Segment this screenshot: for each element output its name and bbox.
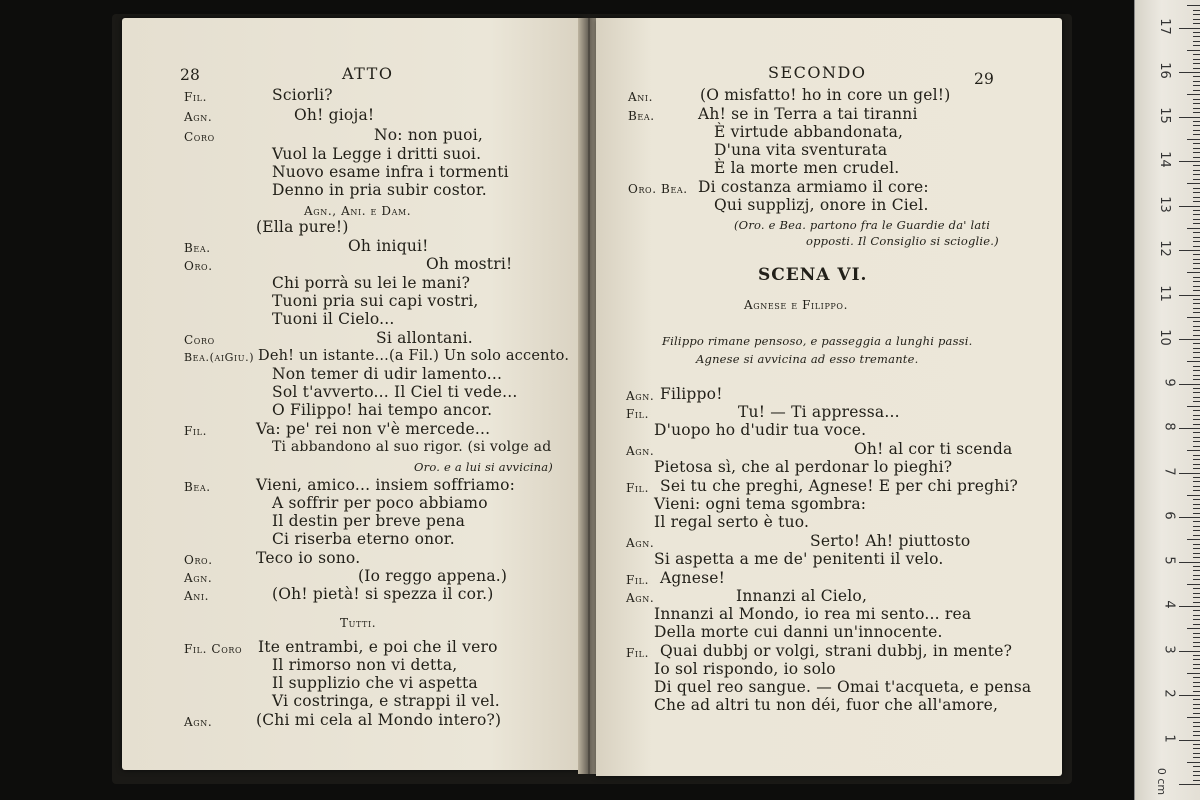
ruler-tick — [1193, 10, 1200, 11]
ruler-number: 6 — [1161, 511, 1177, 520]
ruler-tick — [1193, 655, 1200, 656]
ruler-tick — [1193, 32, 1200, 33]
speaker: Agn. — [626, 591, 655, 605]
ruler-tick — [1193, 85, 1200, 86]
ruler-tick — [1193, 23, 1200, 24]
verse-line: Vuol la Legge i dritti suoi. — [272, 145, 482, 163]
ruler-tick — [1187, 673, 1200, 674]
verse-line: Non temer di udir lamento... — [272, 365, 503, 383]
verse-line: Tuoni il Cielo... — [272, 310, 395, 328]
verse-line: Tuoni pria sui capi vostri, — [272, 292, 479, 310]
ruler-tick — [1187, 94, 1200, 95]
ruler-tick — [1193, 357, 1200, 358]
verse-line: Ah! se in Terra a tai tiranni — [698, 105, 918, 123]
ruler-tick — [1193, 348, 1200, 349]
ruler-tick — [1193, 441, 1200, 442]
speaker: Fil. — [184, 424, 208, 438]
ruler-number: 3 — [1161, 645, 1177, 654]
verse-line: Io sol rispondo, io solo — [654, 660, 836, 678]
ruler-tick — [1193, 570, 1200, 571]
verse-line: Il destin per breve pena — [272, 512, 466, 530]
ruler-tick — [1193, 36, 1200, 37]
verse-line: Sciorli? — [272, 86, 333, 104]
speaker: Bea.(aiGiu.) — [184, 351, 255, 364]
measurement-ruler — [1134, 0, 1200, 800]
ruler-tick — [1193, 642, 1200, 643]
ruler-tick — [1193, 704, 1200, 705]
ruler-tick — [1187, 762, 1200, 763]
ruler-tick — [1193, 41, 1200, 42]
verse-line: Vieni: ogni tema sgombra: — [654, 495, 867, 513]
ruler-tick — [1193, 415, 1200, 416]
ruler-tick — [1187, 317, 1200, 318]
ruler-tick — [1193, 477, 1200, 478]
ruler-tick — [1193, 521, 1200, 522]
ruler-tick — [1179, 28, 1200, 29]
ruler-tick — [1193, 45, 1200, 46]
verse-line: Agnese! — [660, 569, 726, 587]
verse-line: A soffrir per poco abbiamo — [272, 494, 488, 512]
ruler-tick — [1193, 588, 1200, 589]
ruler-tick — [1193, 691, 1200, 692]
ruler-tick — [1193, 624, 1200, 625]
ruler-tick — [1193, 130, 1200, 131]
verse-line: (O misfatto! ho in core un gel!) — [700, 86, 951, 104]
ruler-number: 8 — [1161, 422, 1177, 431]
ruler-tick — [1193, 726, 1200, 727]
ruler-tick — [1187, 717, 1200, 718]
ruler-number: 14 — [1157, 151, 1173, 168]
ruler-tick — [1187, 50, 1200, 51]
ruler-tick — [1193, 513, 1200, 514]
speaker-group: Agn., Ani. e Dam. — [304, 204, 412, 218]
ruler-tick — [1193, 312, 1200, 313]
speaker: Coro — [184, 333, 215, 347]
speaker: Ani. — [184, 589, 210, 603]
ruler-tick — [1193, 254, 1200, 255]
stage-direction: (Oro. e Bea. partono fra le Guardie da' lati — [734, 218, 991, 232]
ruler-tick — [1193, 263, 1200, 264]
running-head-left: ATTO — [342, 64, 394, 83]
verse-line: Oh! al cor ti scenda — [854, 440, 1013, 458]
ruler-tick — [1187, 628, 1200, 629]
speaker: Bea. — [628, 109, 655, 123]
verse-line: Qui supplizj, onore in Ciel. — [714, 196, 929, 214]
ruler-tick — [1187, 361, 1200, 362]
ruler-tick — [1193, 210, 1200, 211]
ruler-tick — [1179, 562, 1200, 563]
ruler-tick — [1193, 504, 1200, 505]
ruler-tick — [1179, 517, 1200, 518]
verse-line: Oh! gioja! — [294, 106, 375, 124]
ruler-tick — [1193, 748, 1200, 749]
ruler-tick — [1193, 597, 1200, 598]
speaker: Oro. — [184, 553, 213, 567]
verse-line: Della morte cui danni un'innocente. — [654, 623, 943, 641]
speaker: Bea. — [184, 241, 211, 255]
ruler-tick — [1193, 397, 1200, 398]
ruler-tick — [1193, 134, 1200, 135]
ruler-tick — [1193, 54, 1200, 55]
ruler-tick — [1193, 499, 1200, 500]
stage-direction: Filippo rimane pensoso, e passeggia a lunghi passi. — [662, 334, 973, 348]
verse-line: D'uopo ho d'udir tua voce. — [654, 421, 867, 439]
speaker: Fil. — [626, 481, 650, 495]
ruler-tick — [1193, 152, 1200, 153]
ruler-tick — [1179, 784, 1200, 785]
verse-line: Vieni, amico... insiem soffriamo: — [256, 476, 516, 494]
ruler-tick — [1193, 232, 1200, 233]
stage-direction: Oro. e a lui si avvicina) — [414, 460, 553, 474]
verse-line: Filippo! — [660, 385, 723, 403]
ruler-number: 15 — [1157, 107, 1173, 124]
ruler-tick — [1193, 290, 1200, 291]
ruler-tick — [1193, 446, 1200, 447]
ruler-tick — [1179, 740, 1200, 741]
ruler-tick — [1193, 401, 1200, 402]
ruler-tick — [1193, 259, 1200, 260]
ruler-tick — [1193, 548, 1200, 549]
ruler-tick — [1193, 219, 1200, 220]
speaker: Oro. — [184, 259, 213, 273]
verse-line: Chi porrà su lei le mani? — [272, 274, 471, 292]
ruler-tick — [1193, 303, 1200, 304]
ruler-tick — [1187, 228, 1200, 229]
ruler-tick — [1193, 121, 1200, 122]
verse-line: Oh mostri! — [426, 255, 513, 273]
verse-line: Tu! — Ti appressa... — [738, 403, 900, 421]
ruler-tick — [1179, 473, 1200, 474]
speaker: Fil. — [184, 90, 208, 104]
characters-heading: Agnese e Filippo. — [744, 298, 848, 312]
verse-line: Ti abbandono al suo rigor. (si volge ad — [272, 439, 552, 455]
speaker: Fil. — [626, 573, 650, 587]
verse-line: Il rimorso non vi detta, — [272, 656, 458, 674]
speaker: Coro — [184, 130, 215, 144]
ruler-tick — [1193, 544, 1200, 545]
ruler-tick — [1193, 179, 1200, 180]
ruler-tick — [1193, 735, 1200, 736]
ruler-tick — [1193, 459, 1200, 460]
ruler-tick — [1193, 335, 1200, 336]
ruler-tick — [1179, 250, 1200, 251]
verse-line: (Chi mi cela al Mondo intero?) — [256, 711, 502, 729]
ruler-tick — [1193, 775, 1200, 776]
ruler-tick — [1179, 606, 1200, 607]
ruler-tick — [1179, 206, 1200, 207]
ruler-tick — [1193, 148, 1200, 149]
ruler-tick — [1193, 530, 1200, 531]
speaker: Agn. — [184, 571, 213, 585]
verse-line: Oh iniqui! — [348, 237, 429, 255]
ruler-tick — [1193, 370, 1200, 371]
ruler-tick — [1193, 464, 1200, 465]
left-page — [122, 18, 582, 770]
ruler-tick — [1193, 366, 1200, 367]
speaker: Agn. — [184, 715, 213, 729]
ruler-tick — [1193, 188, 1200, 189]
ruler-tick — [1187, 406, 1200, 407]
ruler-number: 10 — [1157, 329, 1173, 346]
ruler-tick — [1193, 108, 1200, 109]
ruler-tick — [1193, 610, 1200, 611]
ruler-number: 16 — [1157, 62, 1173, 79]
ruler-tick — [1193, 602, 1200, 603]
verse-line: No: non puoi, — [374, 126, 483, 144]
verse-line: Il regal serto è tuo. — [654, 513, 810, 531]
ruler-tick — [1179, 428, 1200, 429]
ruler-tick — [1193, 392, 1200, 393]
verse-line: Serto! Ah! piuttosto — [810, 532, 971, 550]
ruler-tick — [1193, 197, 1200, 198]
ruler-unit-label: 0 cm — [1154, 767, 1168, 796]
ruler-tick — [1193, 308, 1200, 309]
ruler-tick — [1193, 637, 1200, 638]
verse-line: Teco io sono. — [256, 549, 361, 567]
ruler-tick — [1193, 424, 1200, 425]
speaker: Fil. Coro — [184, 642, 243, 656]
ruler-number: 7 — [1161, 467, 1177, 476]
verse-line: Quai dubbj or volgi, strani dubbj, in mente? — [660, 642, 1013, 660]
ruler-tick — [1179, 117, 1200, 118]
ruler-tick — [1193, 286, 1200, 287]
scene-heading: SCENA VI. — [758, 265, 868, 285]
page-number-left: 28 — [180, 66, 201, 84]
ruler-tick — [1193, 780, 1200, 781]
ruler-tick — [1193, 455, 1200, 456]
ruler-tick — [1193, 566, 1200, 567]
ruler-tick — [1187, 495, 1200, 496]
ruler-tick — [1193, 419, 1200, 420]
ruler-tick — [1193, 76, 1200, 77]
tutti-heading: Tutti. — [340, 616, 377, 630]
ruler-tick — [1193, 677, 1200, 678]
ruler-tick — [1193, 432, 1200, 433]
speaker: Agn. — [184, 110, 213, 124]
ruler-tick — [1193, 664, 1200, 665]
verse-line: Innanzi al Mondo, io rea mi sento... rea — [654, 605, 972, 623]
verse-line: È virtude abbandonata, — [714, 123, 904, 141]
ruler-tick — [1193, 90, 1200, 91]
ruler-tick — [1193, 63, 1200, 64]
ruler-tick — [1193, 615, 1200, 616]
verse-line: Va: pe' rei non v'è mercede... — [256, 420, 491, 438]
ruler-number: 13 — [1157, 196, 1173, 213]
ruler-tick — [1193, 321, 1200, 322]
ruler-tick — [1179, 161, 1200, 162]
verse-line: (Oh! pietà! si spezza il cor.) — [272, 585, 494, 603]
ruler-tick — [1187, 450, 1200, 451]
ruler-tick — [1193, 214, 1200, 215]
ruler-tick — [1193, 553, 1200, 554]
verse-line: Di costanza armiamo il core: — [698, 178, 929, 196]
verse-line: Che ad altri tu non déi, fuor che all'amore, — [654, 696, 999, 714]
ruler-tick — [1179, 384, 1200, 385]
ruler-number: 5 — [1161, 556, 1177, 565]
ruler-tick — [1187, 183, 1200, 184]
ruler-tick — [1179, 695, 1200, 696]
ruler-tick — [1193, 125, 1200, 126]
ruler-tick — [1193, 201, 1200, 202]
ruler-number: 11 — [1157, 285, 1173, 302]
speaker: Bea. — [184, 480, 211, 494]
ruler-tick — [1193, 722, 1200, 723]
ruler-tick — [1193, 410, 1200, 411]
ruler-tick — [1193, 19, 1200, 20]
ruler-tick — [1193, 526, 1200, 527]
ruler-tick — [1193, 481, 1200, 482]
ruler-tick — [1193, 246, 1200, 247]
verse-line: Innanzi al Cielo, — [736, 587, 868, 605]
verse-line: Pietosa sì, che al perdonar lo pieghi? — [654, 458, 953, 476]
ruler-tick — [1193, 223, 1200, 224]
page-number-right: 29 — [974, 70, 995, 88]
ruler-tick — [1193, 659, 1200, 660]
ruler-tick — [1193, 165, 1200, 166]
ruler-tick — [1193, 744, 1200, 745]
ruler-number: 17 — [1157, 18, 1173, 35]
ruler-tick — [1193, 646, 1200, 647]
ruler-number: 1 — [1161, 734, 1177, 743]
verse-line: Di quel reo sangue. — Omai t'acqueta, e pensa — [654, 678, 1032, 696]
ruler-tick — [1193, 708, 1200, 709]
ruler-tick — [1193, 241, 1200, 242]
ruler-tick — [1193, 731, 1200, 732]
ruler-tick — [1193, 468, 1200, 469]
verse-line: Sol t'avverto... Il Ciel ti vede... — [272, 383, 518, 401]
verse-line: Vi costringa, e strappi il vel. — [272, 692, 500, 710]
ruler-tick — [1193, 771, 1200, 772]
ruler-tick — [1193, 486, 1200, 487]
ruler-tick — [1193, 192, 1200, 193]
speaker: Agn. — [626, 536, 655, 550]
stage-direction: opposti. Il Consiglio si scioglie.) — [806, 234, 999, 248]
speaker: Agn. — [626, 389, 655, 403]
ruler-tick — [1193, 753, 1200, 754]
ruler-tick — [1193, 174, 1200, 175]
ruler-tick — [1187, 5, 1200, 6]
verse-line: O Filippo! hai tempo ancor. — [272, 401, 493, 419]
ruler-tick — [1193, 237, 1200, 238]
ruler-tick — [1193, 557, 1200, 558]
verse-line: (Io reggo appena.) — [358, 567, 508, 585]
verse-line: Sei tu che preghi, Agnese! E per chi preghi? — [660, 477, 1019, 495]
ruler-tick — [1179, 72, 1200, 73]
ruler-number: 12 — [1157, 240, 1173, 257]
ruler-tick — [1193, 508, 1200, 509]
ruler-tick — [1193, 535, 1200, 536]
ruler-tick — [1193, 757, 1200, 758]
verse-line: Deh! un istante...(a Fil.) Un solo accento. — [258, 348, 570, 364]
ruler-number: 2 — [1161, 689, 1177, 698]
verse-line: Ci riserba eterno onor. — [272, 530, 455, 548]
ruler-tick — [1193, 143, 1200, 144]
ruler-tick — [1193, 170, 1200, 171]
ruler-tick — [1193, 112, 1200, 113]
speaker: Fil. — [626, 646, 650, 660]
running-head-right: SECONDO — [768, 63, 867, 82]
ruler-tick — [1187, 539, 1200, 540]
ruler-tick — [1193, 103, 1200, 104]
ruler-tick — [1193, 713, 1200, 714]
verse-line: Ite entrambi, e poi che il vero — [258, 638, 498, 656]
ruler-tick — [1193, 668, 1200, 669]
ruler-tick — [1187, 139, 1200, 140]
verse-line: Il supplizio che vi aspetta — [272, 674, 478, 692]
ruler-tick — [1193, 379, 1200, 380]
verse-line: (Ella pure!) — [256, 218, 349, 236]
ruler-tick — [1179, 295, 1200, 296]
right-page — [596, 18, 1062, 776]
ruler-tick — [1193, 686, 1200, 687]
ruler-tick — [1193, 68, 1200, 69]
ruler-number: 9 — [1161, 378, 1177, 387]
ruler-tick — [1193, 437, 1200, 438]
ruler-tick — [1193, 299, 1200, 300]
verse-line: Si aspetta a me de' penitenti il velo. — [654, 550, 944, 568]
verse-line: Si allontani. — [376, 329, 473, 347]
ruler-tick — [1187, 584, 1200, 585]
verse-line: È la morte men crudel. — [714, 159, 900, 177]
ruler-tick — [1179, 651, 1200, 652]
ruler-tick — [1193, 330, 1200, 331]
ruler-tick — [1193, 281, 1200, 282]
ruler-tick — [1193, 14, 1200, 15]
ruler-tick — [1187, 272, 1200, 273]
speaker: Oro. Bea. — [628, 182, 688, 196]
ruler-tick — [1193, 619, 1200, 620]
ruler-tick — [1193, 352, 1200, 353]
ruler-tick — [1193, 579, 1200, 580]
speaker: Agn. — [626, 444, 655, 458]
verse-line: Nuovo esame infra i tormenti — [272, 163, 509, 181]
ruler-tick — [1193, 157, 1200, 158]
ruler-tick — [1179, 339, 1200, 340]
ruler-tick — [1193, 326, 1200, 327]
speaker: Fil. — [626, 407, 650, 421]
stage-direction: Agnese si avvicina ad esso tremante. — [696, 352, 919, 366]
ruler-number: 4 — [1161, 600, 1177, 609]
ruler-tick — [1193, 699, 1200, 700]
verse-line: Denno in pria subir costor. — [272, 181, 487, 199]
ruler-tick — [1193, 277, 1200, 278]
ruler-tick — [1193, 633, 1200, 634]
ruler-tick — [1193, 81, 1200, 82]
speaker: Ani. — [628, 90, 654, 104]
verse-line: D'una vita sventurata — [714, 141, 888, 159]
ruler-tick — [1193, 343, 1200, 344]
ruler-tick — [1193, 59, 1200, 60]
ruler-tick — [1193, 490, 1200, 491]
ruler-tick — [1193, 268, 1200, 269]
ruler-tick — [1193, 593, 1200, 594]
ruler-tick — [1193, 99, 1200, 100]
ruler-tick — [1193, 682, 1200, 683]
ruler-tick — [1193, 575, 1200, 576]
ruler-tick — [1193, 766, 1200, 767]
ruler-tick — [1193, 375, 1200, 376]
ruler-tick — [1193, 388, 1200, 389]
